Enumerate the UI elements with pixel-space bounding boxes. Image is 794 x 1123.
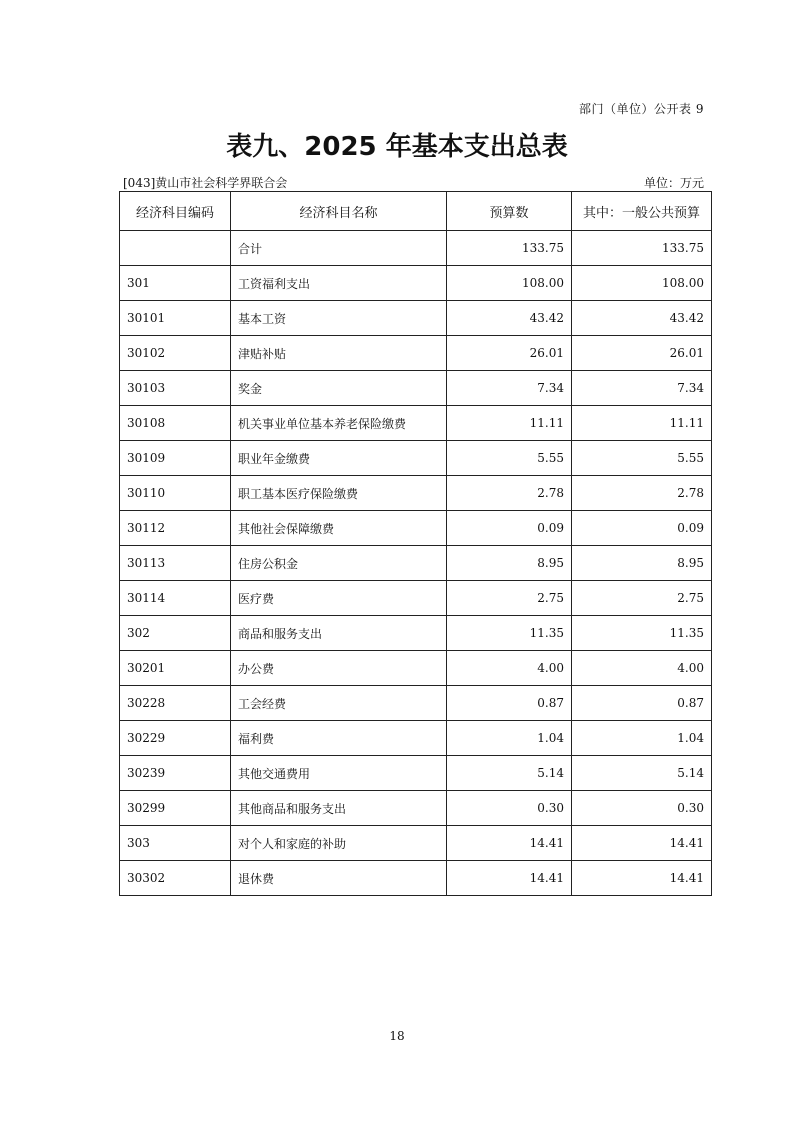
- cell-name: 其他交通费用: [231, 756, 447, 791]
- cell-general-budget: 8.95: [572, 546, 712, 581]
- cell-name: 工会经费: [231, 686, 447, 721]
- cell-general-budget: 11.35: [572, 616, 712, 651]
- table-row: [120, 616, 712, 651]
- table-row: [120, 651, 712, 686]
- column-header-name: 经济科目名称: [231, 192, 447, 231]
- table-row: [120, 756, 712, 791]
- cell-budget: 2.78: [447, 476, 572, 511]
- cell-general-budget: 1.04: [572, 721, 712, 756]
- cell-budget: 14.41: [447, 861, 572, 896]
- table-row: [120, 441, 712, 476]
- cell-budget: 108.00: [447, 266, 572, 301]
- cell-name: 办公费: [231, 651, 447, 686]
- cell-code: 30110: [120, 476, 231, 511]
- cell-code: 30103: [120, 371, 231, 406]
- cell-budget: 5.14: [447, 756, 572, 791]
- cell-code: 301: [120, 266, 231, 301]
- cell-code: 30114: [120, 581, 231, 616]
- column-header-code: 经济科目编码: [120, 192, 231, 231]
- cell-code: 303: [120, 826, 231, 861]
- cell-general-budget: 0.30: [572, 791, 712, 826]
- table-row: [120, 406, 712, 441]
- cell-code: 30239: [120, 756, 231, 791]
- cell-general-budget: 14.41: [572, 826, 712, 861]
- cell-general-budget: 0.09: [572, 511, 712, 546]
- table-header-row: [120, 192, 712, 231]
- cell-code: 30201: [120, 651, 231, 686]
- table-row: [120, 266, 712, 301]
- cell-budget: 0.30: [447, 791, 572, 826]
- table-row: [120, 231, 712, 266]
- cell-code: 30101: [120, 301, 231, 336]
- cell-budget: 1.04: [447, 721, 572, 756]
- table-row: [120, 476, 712, 511]
- cell-general-budget: 26.01: [572, 336, 712, 371]
- cell-name: 商品和服务支出: [231, 616, 447, 651]
- cell-name: 职工基本医疗保险缴费: [231, 476, 447, 511]
- cell-name: 工资福利支出: [231, 266, 447, 301]
- cell-budget: 8.95: [447, 546, 572, 581]
- cell-budget: 11.11: [447, 406, 572, 441]
- table-row: [120, 721, 712, 756]
- cell-code: 30109: [120, 441, 231, 476]
- table-row: [120, 791, 712, 826]
- cell-name: 职业年金缴费: [231, 441, 447, 476]
- cell-code: 30302: [120, 861, 231, 896]
- cell-general-budget: 2.75: [572, 581, 712, 616]
- cell-budget: 0.09: [447, 511, 572, 546]
- cell-budget: 43.42: [447, 301, 572, 336]
- table-row: [120, 861, 712, 896]
- cell-general-budget: 7.34: [572, 371, 712, 406]
- column-header-general-budget: 其中：一般公共预算: [572, 192, 712, 231]
- cell-code: 30112: [120, 511, 231, 546]
- table-row: [120, 826, 712, 861]
- cell-general-budget: 5.14: [572, 756, 712, 791]
- cell-name: 机关事业单位基本养老保险缴费: [231, 406, 447, 441]
- cell-budget: 133.75: [447, 231, 572, 266]
- cell-code: 30113: [120, 546, 231, 581]
- cell-code: 30229: [120, 721, 231, 756]
- cell-general-budget: 43.42: [572, 301, 712, 336]
- cell-general-budget: 14.41: [572, 861, 712, 896]
- cell-name: 退休费: [231, 861, 447, 896]
- unit-label: 单位：万元: [643, 176, 704, 190]
- cell-general-budget: 5.55: [572, 441, 712, 476]
- table-row: [120, 546, 712, 581]
- table-row: [120, 371, 712, 406]
- cell-budget: 7.34: [447, 371, 572, 406]
- table-row: [120, 301, 712, 336]
- cell-general-budget: 4.00: [572, 651, 712, 686]
- cell-name: 其他商品和服务支出: [231, 791, 447, 826]
- cell-name: 对个人和家庭的补助: [231, 826, 447, 861]
- table-row: [120, 581, 712, 616]
- cell-code: 30299: [120, 791, 231, 826]
- basic-expenditure-table: [119, 191, 712, 896]
- cell-budget: 0.87: [447, 686, 572, 721]
- column-header-budget: 预算数: [447, 192, 572, 231]
- cell-general-budget: 11.11: [572, 406, 712, 441]
- cell-name: 基本工资: [231, 301, 447, 336]
- cell-code: [120, 231, 231, 266]
- cell-general-budget: 133.75: [572, 231, 712, 266]
- cell-name: 住房公积金: [231, 546, 447, 581]
- table-row: [120, 511, 712, 546]
- page-number: 18: [389, 1029, 405, 1043]
- cell-general-budget: 108.00: [572, 266, 712, 301]
- cell-name: 福利费: [231, 721, 447, 756]
- cell-code: 30102: [120, 336, 231, 371]
- cell-budget: 2.75: [447, 581, 572, 616]
- cell-name: 医疗费: [231, 581, 447, 616]
- cell-general-budget: 2.78: [572, 476, 712, 511]
- cell-name: 其他社会保障缴费: [231, 511, 447, 546]
- cell-name: 合计: [231, 231, 447, 266]
- cell-name: 津贴补贴: [231, 336, 447, 371]
- organization-label: [043]黄山市社会科学界联合会: [123, 176, 288, 190]
- cell-budget: 11.35: [447, 616, 572, 651]
- cell-code: 30108: [120, 406, 231, 441]
- table-body: [120, 231, 712, 896]
- cell-name: 奖金: [231, 371, 447, 406]
- table-row: [120, 686, 712, 721]
- page-title: 表九、2025 年基本支出总表: [226, 132, 568, 162]
- cell-code: 30228: [120, 686, 231, 721]
- table-row: [120, 336, 712, 371]
- cell-general-budget: 0.87: [572, 686, 712, 721]
- cell-code: 302: [120, 616, 231, 651]
- cell-budget: 14.41: [447, 826, 572, 861]
- cell-budget: 4.00: [447, 651, 572, 686]
- page-tag: 部门（单位）公开表 9: [579, 102, 704, 116]
- cell-budget: 26.01: [447, 336, 572, 371]
- cell-budget: 5.55: [447, 441, 572, 476]
